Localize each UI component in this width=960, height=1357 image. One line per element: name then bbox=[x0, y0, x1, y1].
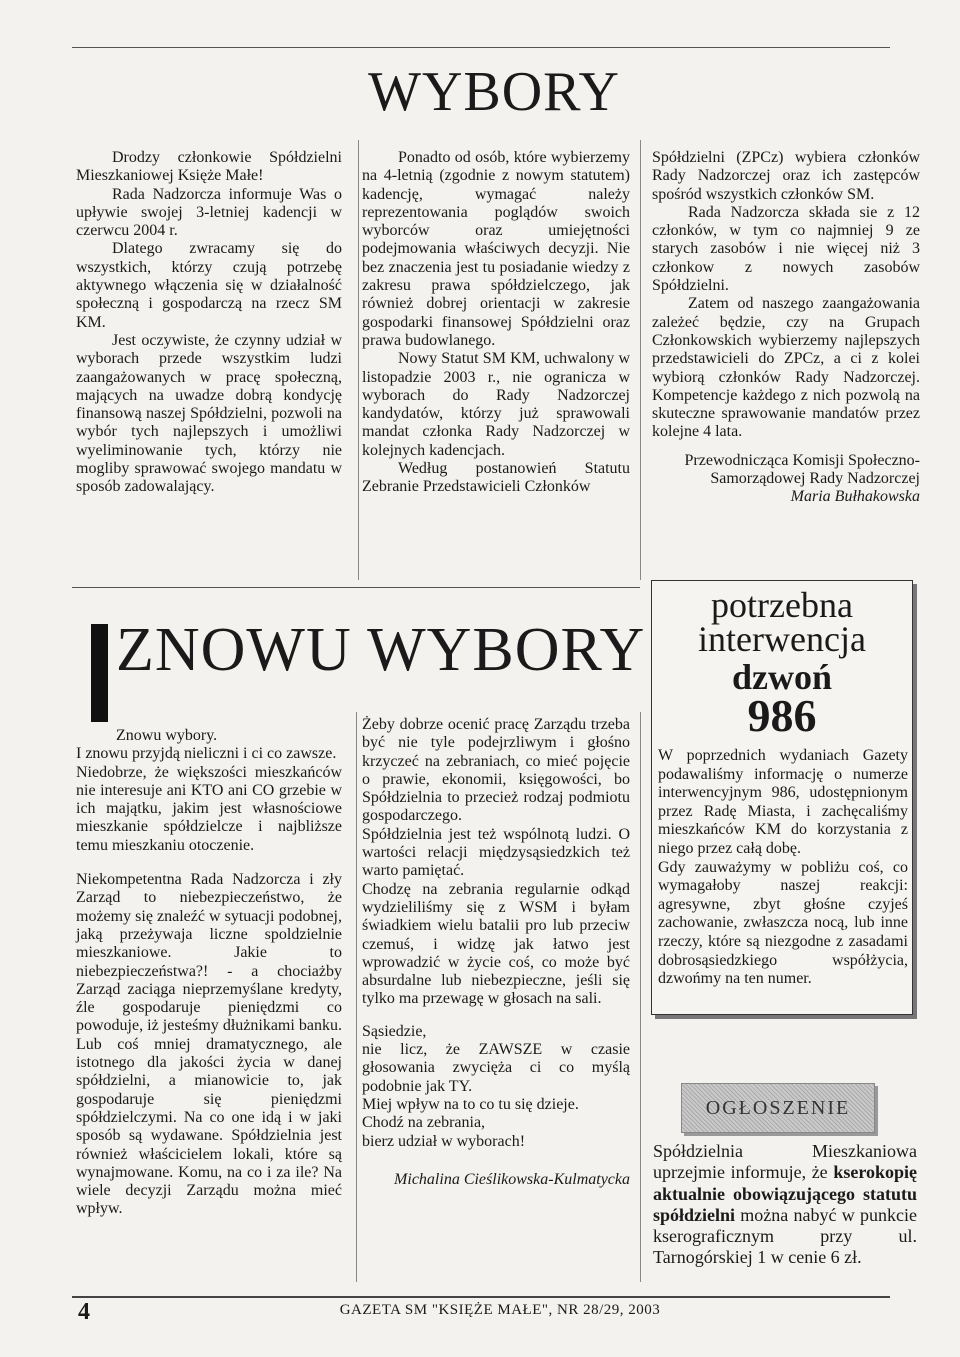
intervention-box bbox=[651, 580, 913, 1015]
notice-text-part: Spółdzielnia Mieszkaniowa uprzejmie informuje, że bbox=[653, 1141, 917, 1183]
paragraph: Spółdzielni (ZPCz) wybiera członków Rady Nadzorczej oraz ich zastępców spośród wszystkich członków SM. bbox=[652, 149, 920, 203]
heading-bar bbox=[91, 624, 108, 722]
paragraph: I znowu przyjdą nieliczni i ci co zawsze. bbox=[76, 745, 337, 763]
paragraph: Według postanowień Statutu Zebranie Przedstawicieli Członków bbox=[362, 460, 630, 496]
article1-column2 bbox=[362, 149, 630, 497]
paragraph: Gdy zauważymy w pobliżu coś, co wymagałoby naszej reakcji: agresywne, zbyt głośne czyjeś zachowanie, zwłaszcza nocą, lub inne rzeczy, które są niezgodne z zasadami dobrosąsiedzkiego współżycia, dzwońmy na ten numer. bbox=[658, 858, 908, 988]
publication-line: GAZETA SM "KSIĘŻE MAŁE", NR 28/29, 2003 bbox=[339, 1302, 661, 1318]
footer-rule bbox=[72, 1296, 890, 1298]
greeting: Drodzy członkowie Spółdzielni Mieszkaniowej Księże Małe! bbox=[76, 149, 342, 185]
paragraph: Zatem od naszego zaangażowania zależeć będzie, czy na Grupach Członkowskich wybierzemy najlepszych przedstawicieli do ZPCz, a ci z kolei wybiorą członków Rady Nadzorczej. Kompetencje każdego z nich pozwolą na skuteczne sprawowanie mandatów przez kolejne 4 lata. bbox=[652, 295, 920, 441]
article1-column1 bbox=[76, 149, 342, 497]
paragraph: Nowy Statut SM KM, uchwalony w listopadzie 2003 r., nie ogranicza w wyborach do Rady Nadzorczej kandydatów, którzy już sprawowali mandat członka Rady Nadzorczej w kolejnych kadencjach. bbox=[362, 350, 630, 459]
article-title-znowu-wybory: ZNOWU WYBORY bbox=[116, 616, 646, 684]
notice-highlight: kserokopię aktualnie obowiązującego statutu spółdzielni bbox=[653, 1162, 917, 1225]
column-divider bbox=[356, 712, 357, 1282]
paragraph: Ponadto od osób, które wybierzemy na 4-letnią (zgodnie z nowym statutem) kadencję, wymagać należy reprezentowania poglądów swoich wyborców oraz umiejętności podejmowania właściwych decyzji. Nie bez znaczenia jest tu posiadanie wiedzy z zakresu prawa spółdzielczego, jak również dobrej orientacji w zakresie gospodarki finansowej Spółdzielni oraz prawa budowlanego. bbox=[362, 149, 630, 349]
paragraph: Rada Nadzorcza informuje Was o upływie swojej 3-letniej kadencji w czerwcu 2004 r. bbox=[76, 185, 342, 240]
appeal-line: Sąsiedzie, bbox=[362, 1022, 427, 1040]
paragraph: W poprzednich wydaniach Gazety podawaliśmy informację o numerze interwencyjnym 986, udostępnionym przez Radę Miasta, i zachęcaliśmy mieszkańców KM do korzystania z niego przez całą dobę. bbox=[658, 747, 908, 857]
paragraph: Spółdzielnia jest też wspólnotą ludzi. O wartości relacji międzysąsiedzkich też warto pamiętać. bbox=[362, 825, 630, 880]
article2-column2 bbox=[362, 716, 630, 1189]
phone-number: 986 bbox=[747, 690, 817, 741]
page-number: 4 bbox=[78, 1299, 90, 1325]
paragraph: Niedobrze, że większości mieszkańców nie interesuje ani KTO ani CO grzebie w ich majątku, jakim jest własnościowe mieszkanie spółdzielcze i najbliższe temu mieszkaniu otoczenie. bbox=[76, 763, 342, 854]
signature-role: Przewodnicząca Komisji Społeczno-Samorządowej Rady Nadzorczej bbox=[684, 451, 920, 488]
article1-column3 bbox=[652, 149, 920, 507]
article2-column1 bbox=[76, 727, 342, 1219]
article-title-wybory: WYBORY bbox=[368, 61, 620, 123]
paragraph: Chodzę na zebrania regularnie odkąd wydzieliliśmy się z WSM i byłam świadkiem wielu batalii pro lub przeciw czemuś, i widzę jak łatwo jest wprowadzić w życie coś, co może być absurdalne lub niebezpieczne, jeśli się tylko ma przewagę w głosach na sali. bbox=[362, 880, 630, 1008]
paragraph: Dlatego zwracamy się do wszystkich, którzy czują potrzebę aktywnego włączenia się w działalność społeczną i gospodarczą na rzecz SM KM. bbox=[76, 240, 342, 331]
paragraph: Niekompetentna Rada Nadzorcza i zły Zarząd to niebezpieczeństwo, że możemy się znaleźć w sytuacji podobnej, jaką przeżywaja liczne spoldzielnie mieszkaniowe. Jakie to niebezpieczeństwa?! - a chociażby Zarząd zaciąga nieprzemyślane kredyty, źle gospodaruje pieniędzmi co powoduje, iż jesteśmy dłużnikami banku. Lub coś mniej dramatycznego, ale istotnego dla jakości życia w danej spółdzielni, a mianowicie to, jak gospodaruje się pieniędzmi spółdzielczymi. Na co one idą i w jaki sposób są wydawane. Spółdzielnia jest również właścicielem lokali, które są wynajmowane. Komu, na co i za ile? Na wiele decyzji Zarządu można mieć wpływ. bbox=[76, 871, 342, 1218]
column-divider bbox=[358, 140, 359, 580]
notice-label: OGŁOSZENIE bbox=[681, 1083, 875, 1133]
appeal-line: nie licz, że ZAWSZE w czasie głosowania zwycięża ci co myślą podobnie jak TY. bbox=[362, 1041, 630, 1095]
box-heading: interwencja bbox=[698, 619, 866, 659]
paragraph: Znowu wybory. bbox=[116, 727, 218, 744]
paragraph: Rada Nadzorcza składa sie z 12 członków, w tym co najmniej 9 ze starych zasobów i nie więcej niż 3 członkow z nowych zasobów Spółdzielni. bbox=[652, 203, 920, 295]
appeal-line: bierz udział w wyborach! bbox=[362, 1132, 526, 1150]
notice-text bbox=[653, 1141, 917, 1269]
box-heading: potrzebna bbox=[711, 585, 853, 625]
appeal-line: Miej wpływ na to co tu się dzieje. bbox=[362, 1095, 579, 1113]
box-text bbox=[658, 747, 908, 989]
column-divider bbox=[640, 712, 641, 1282]
appeal-line: Chodź na zebrania, bbox=[362, 1114, 486, 1132]
column-divider bbox=[640, 140, 641, 580]
top-rule bbox=[72, 47, 890, 48]
paragraph: Żeby dobrze ocenić pracę Zarządu trzeba być nie tyle podejrzliwym i głośno krzyczeć na zebraniach, co mieć pojęcie o prawie, ekonomii, księgowości, bo Spółdzielnia to przecież rodzaj podmiotu gospodarczego. bbox=[362, 716, 630, 825]
signature-name: Michalina Cieślikowska-Kulmatycka bbox=[394, 1170, 630, 1188]
section-divider bbox=[72, 587, 640, 588]
signature-name: Maria Bułhakowska bbox=[790, 488, 920, 506]
paragraph: Jest oczywiste, że czynny udział w wyborach przede wszystkim ludzi zaangażowanych w pracę społeczną, mających na uwadze dobrą kondycję finansową naszej Spółdzielni, pozwoli na wybór tych najlepszych i umożliwi wyeliminowanie tych, którzy nie mogliby sprawować swojego mandatu w sposób zadowalający. bbox=[76, 331, 342, 496]
box-heading: dzwoń bbox=[731, 657, 833, 697]
notice-text-part: można nabyć w punkcie kserograficznym przy ul. Tarnogórskiej 1 w cenie 6 zł. bbox=[653, 1204, 917, 1268]
